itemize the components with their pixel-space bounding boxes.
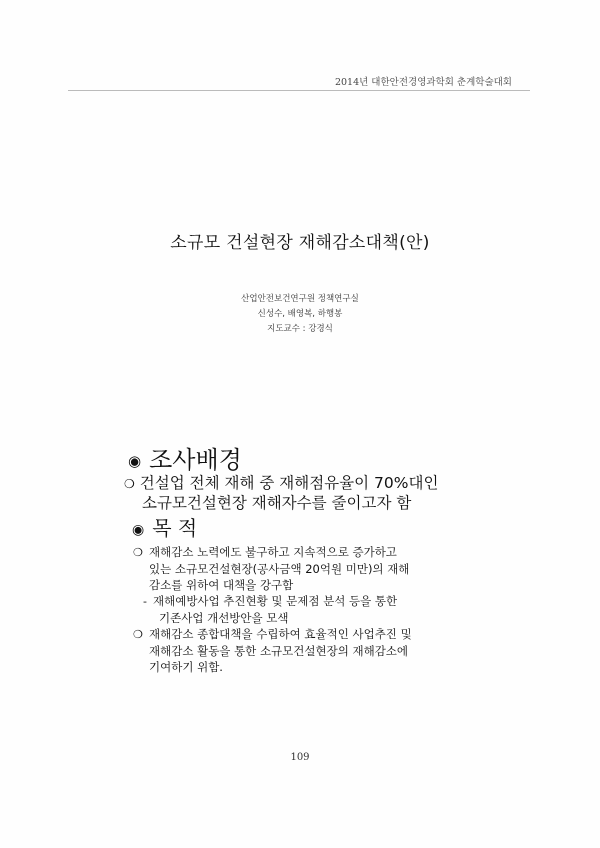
dash-bullet: - xyxy=(143,595,147,608)
list-line: 기여하기 위함. xyxy=(149,660,223,674)
list-item xyxy=(133,626,493,675)
paper-title: 소규모 건설현장 재해감소대책(안) xyxy=(170,233,430,253)
authors: 신성수, 배영복, 하행봉 xyxy=(257,309,343,319)
bullseye-icon: ◉ xyxy=(132,521,145,538)
list-line: 감소를 위하여 대책을 강구함 xyxy=(149,578,294,592)
section-heading-text: 목 적 xyxy=(152,516,198,540)
section-heading-text: 조사배경 xyxy=(149,446,242,474)
bullseye-icon: ◉ xyxy=(128,452,142,470)
conference-header: 2014년 대한안전경영과학회 춘계학술대회 xyxy=(334,77,512,88)
paragraph-line: 소규모건설현장 재해자수를 줄이고자 함 xyxy=(142,494,412,512)
list-line: 있는 소규모건설현장(공사금액 20억원 미만)의 재해 xyxy=(149,562,410,576)
section-heading-background xyxy=(128,440,242,475)
list-line: 재해감소 종합대책을 수립하여 효율적인 사업추진 및 xyxy=(149,627,412,641)
purpose-list xyxy=(133,544,493,675)
header-rule xyxy=(68,90,530,91)
author-block xyxy=(0,292,600,337)
advisor: 지도교수 : 강경식 xyxy=(267,324,333,334)
circle-bullet-icon: ❍ xyxy=(124,477,135,491)
section-heading-purpose xyxy=(132,512,197,541)
page-number: 109 xyxy=(290,752,310,763)
list-line: 재해예방사업 추진현황 및 문제점 분석 등을 통한 xyxy=(153,594,398,608)
circle-bullet-icon: ❍ xyxy=(133,546,143,559)
list-line: 재해감소 노력에도 불구하고 지속적으로 증가하고 xyxy=(149,545,397,559)
list-item xyxy=(133,544,493,593)
paragraph-line: 건설업 전체 재해 중 재해점유율이 70%대인 xyxy=(139,474,439,492)
list-line: 기존사업 개선방안을 모색 xyxy=(159,611,289,625)
list-item xyxy=(133,593,493,626)
background-paragraph xyxy=(124,474,524,513)
circle-bullet-icon: ❍ xyxy=(133,628,143,641)
affiliation: 산업안전보건연구원 정책연구실 xyxy=(241,294,359,304)
list-line: 재해감소 활동을 통한 소규모건설현장의 재해감소에 xyxy=(149,644,409,658)
